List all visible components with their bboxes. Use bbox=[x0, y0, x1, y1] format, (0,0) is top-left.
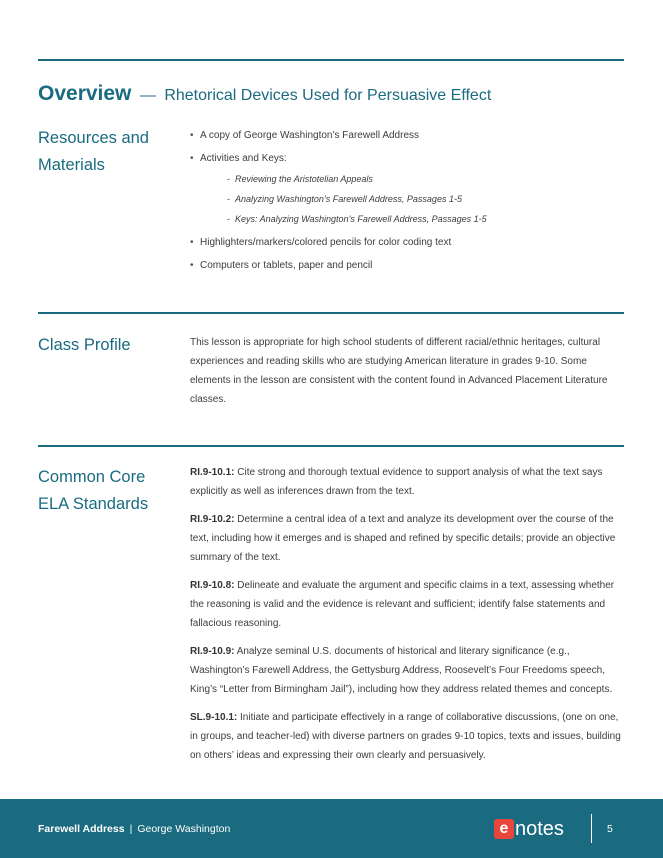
standard-code: RI.9-10.8: bbox=[190, 580, 235, 591]
logo-wordmark: notes bbox=[515, 818, 564, 840]
standard-item bbox=[190, 510, 626, 567]
section-rule bbox=[38, 445, 624, 447]
standard-item bbox=[190, 642, 626, 699]
standards-heading-line2: ELA Standards bbox=[38, 495, 149, 513]
list-item: • Highlighters/markers/colored pencils for color coding text bbox=[190, 233, 626, 252]
sub-list-item: - Keys: Analyzing Washington’s Farewell Address, Passages 1-5 bbox=[200, 209, 626, 229]
resources-list bbox=[190, 126, 626, 275]
overview-subtitle: Rhetorical Devices Used for Persuasive Effect bbox=[164, 87, 492, 104]
enotes-logo bbox=[494, 818, 564, 840]
list-item bbox=[190, 149, 626, 229]
standard-code: RI.9-10.1: bbox=[190, 467, 235, 478]
standard-item bbox=[190, 708, 626, 765]
standard-text: Cite strong and thorough textual evidence to support analysis of what the text says explicitly as well as inferences drawn from the text. bbox=[190, 467, 603, 497]
list-item-label: Activities and Keys: bbox=[200, 153, 287, 164]
sub-list-item: - Reviewing the Aristotelian Appeals bbox=[200, 169, 626, 189]
standard-code: SL.9-10.1: bbox=[190, 712, 238, 723]
section-rule bbox=[38, 312, 624, 314]
standard-item bbox=[190, 576, 626, 633]
resources-body bbox=[190, 126, 626, 279]
overview-dash: — bbox=[139, 87, 156, 104]
overview-heading: Overview bbox=[38, 82, 132, 105]
resources-heading bbox=[38, 125, 178, 179]
top-rule bbox=[38, 59, 624, 61]
standard-item bbox=[190, 463, 626, 501]
list-item: • A copy of George Washington’s Farewell Address bbox=[190, 126, 626, 145]
page-title bbox=[38, 82, 491, 106]
standard-code: RI.9-10.9: bbox=[190, 646, 235, 657]
resources-heading-line1: Resources and bbox=[38, 129, 149, 147]
logo-e-mark: e bbox=[494, 819, 514, 839]
footer-divider bbox=[591, 814, 592, 843]
activities-sublist bbox=[200, 169, 626, 229]
standard-code: RI.9-10.2: bbox=[190, 514, 235, 525]
class-profile-heading: Class Profile bbox=[38, 336, 131, 354]
class-profile-body: This lesson is appropriate for high school students of different racial/ethnic heritages, cultural experiences and reading skills who are studying American literature in grades 9-10. Some elements in the lesson are consistent with the content found in Advanced Placement Literature classes. bbox=[190, 337, 608, 405]
footer-title bbox=[38, 823, 230, 835]
footer-separator: | bbox=[129, 823, 133, 835]
resources-heading-line2: Materials bbox=[38, 156, 105, 174]
standard-text: Determine a central idea of a text and analyze its development over the course of the text, including how it emerges and is shaped and refined by specific details; provide an objective summary of the text. bbox=[190, 514, 616, 563]
standards-body bbox=[190, 463, 626, 774]
footer-bar bbox=[0, 799, 663, 858]
standard-text: Delineate and evaluate the argument and specific claims in a text, assessing whether the reasoning is valid and the evidence is relevant and sufficient; identify false statements and fallacious reasoning. bbox=[190, 580, 615, 629]
standard-text: Initiate and participate effectively in a range of collaborative discussions, (one on one, in groups, and teacher-led) with diverse partners on grades 9-10 topics, texts and issues, building on others’ ideas and expressing their own clearly and persuasively. bbox=[190, 712, 621, 761]
footer-author: George Washington bbox=[137, 823, 231, 835]
sub-list-item: - Analyzing Washington’s Farewell Address, Passages 1-5 bbox=[200, 189, 626, 209]
standards-heading-line1: Common Core bbox=[38, 468, 146, 486]
standard-text: Analyze seminal U.S. documents of historical and literary significance (e.g., Washington’s Farewell Address, the Gettysburg Address, Roosevelt’s Four Freedoms speech, King’s “Letter from Birmingham Jail”), including how they address related themes and concepts. bbox=[190, 646, 613, 695]
page-number: 5 bbox=[607, 823, 613, 835]
standards-heading bbox=[38, 464, 178, 518]
list-item: • Computers or tablets, paper and pencil bbox=[190, 256, 626, 275]
footer-work-title: Farewell Address bbox=[38, 823, 125, 835]
